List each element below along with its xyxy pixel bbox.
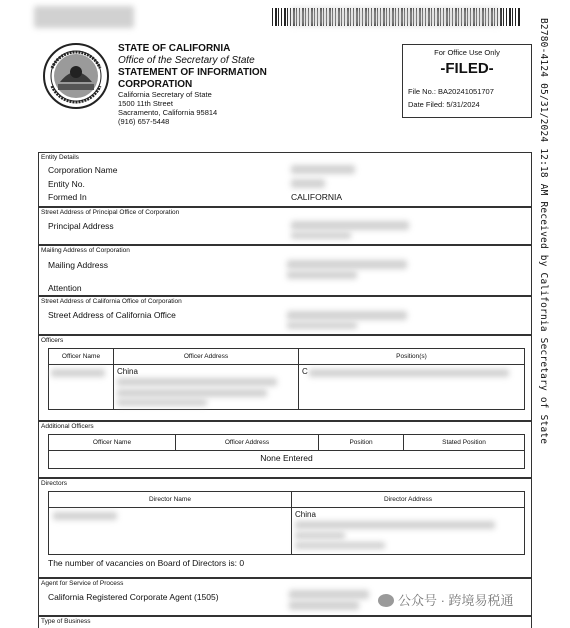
officer-address-cell bbox=[114, 365, 299, 410]
section-title: Street Address of California Office of Corporation bbox=[41, 298, 182, 305]
entity-number-label: Entity No. bbox=[48, 179, 85, 189]
section-title: Directors bbox=[41, 480, 68, 487]
redacted-mailing-1 bbox=[287, 260, 407, 269]
redacted-ca-office-1 bbox=[287, 311, 407, 320]
officer-name-cell bbox=[49, 365, 114, 410]
redacted-principal-1 bbox=[291, 221, 409, 230]
redacted-officer-address-3 bbox=[117, 399, 207, 406]
redacted-agent-1 bbox=[289, 590, 369, 599]
agent-label: California Registered Corporate Agent (1505) bbox=[48, 592, 219, 602]
ca-office-label: Street Address of California Office bbox=[48, 310, 176, 320]
section-title: Officers bbox=[41, 337, 64, 344]
redacted-barcode-overlay bbox=[290, 8, 500, 26]
vacancies-text: The number of vacancies on Board of Directors is: 0 bbox=[48, 558, 245, 568]
section-title: Additional Officers bbox=[41, 423, 94, 430]
none-entered: None Entered bbox=[49, 451, 525, 469]
redacted-entity-no bbox=[291, 179, 325, 188]
directors-section bbox=[38, 478, 532, 578]
formed-in-label: Formed In bbox=[48, 192, 87, 202]
table-header-row bbox=[49, 492, 525, 508]
address-line-3: Sacramento, California 95814 bbox=[118, 108, 218, 117]
redacted-officer-address-2 bbox=[117, 389, 267, 397]
principal-address-label: Principal Address bbox=[48, 221, 114, 231]
redacted-director-address-2 bbox=[295, 532, 345, 539]
redacted-ca-office-2 bbox=[287, 322, 357, 329]
date-filed: Date Filed: 5/31/2024 bbox=[408, 100, 480, 109]
column-header: Position(s) bbox=[299, 349, 525, 365]
column-header: Director Address bbox=[292, 492, 525, 508]
redacted-director-address-3 bbox=[295, 542, 385, 549]
column-header: Officer Name bbox=[49, 435, 176, 451]
phone: (916) 657-5448 bbox=[118, 117, 170, 126]
redacted-agent-2 bbox=[289, 601, 359, 610]
state-name: STATE OF CALIFORNIA bbox=[118, 43, 231, 54]
column-header: Stated Position bbox=[404, 435, 525, 451]
formed-in-value: CALIFORNIA bbox=[291, 192, 343, 202]
california-office-section bbox=[38, 296, 532, 335]
column-header: Position bbox=[319, 435, 404, 451]
additional-officers-table bbox=[48, 434, 525, 469]
office-name: Office of the Secretary of State bbox=[118, 55, 255, 66]
office-use-heading: For Office Use Only bbox=[434, 48, 500, 57]
table-header-row bbox=[49, 435, 525, 451]
state-seal-icon bbox=[42, 42, 110, 110]
column-header: Officer Name bbox=[49, 349, 114, 365]
file-number: File No.: BA20241051707 bbox=[408, 87, 494, 96]
officer-position-prefix: C bbox=[302, 367, 308, 376]
additional-officers-section bbox=[38, 421, 532, 478]
business-section bbox=[38, 616, 532, 628]
table-row bbox=[49, 508, 525, 555]
director-name-cell bbox=[49, 508, 292, 555]
officers-table bbox=[48, 348, 525, 410]
director-address-cell bbox=[292, 508, 525, 555]
office-use-box bbox=[402, 44, 532, 118]
section-title: Street Address of Principal Office of Corporation bbox=[41, 209, 180, 216]
side-stamp bbox=[538, 18, 561, 468]
watermark-text: 公众号 · 跨境易税通 bbox=[398, 593, 514, 608]
officer-position-cell bbox=[299, 365, 525, 410]
redacted-principal-2 bbox=[291, 232, 351, 239]
redacted-officer-position bbox=[309, 369, 509, 377]
table-row bbox=[49, 451, 525, 469]
redacted-officer-name bbox=[51, 369, 105, 377]
column-header: Director Name bbox=[49, 492, 292, 508]
attention-label: Attention bbox=[48, 283, 82, 293]
address-line-2: 1500 11th Street bbox=[118, 99, 173, 108]
mailing-address-label: Mailing Address bbox=[48, 260, 109, 270]
section-title: Mailing Address of Corporation bbox=[41, 247, 130, 254]
director-country: China bbox=[295, 510, 316, 519]
wechat-icon bbox=[378, 594, 394, 607]
directors-table bbox=[48, 491, 525, 555]
form-title: STATEMENT OF INFORMATION bbox=[118, 67, 267, 78]
entity-details-section bbox=[38, 152, 532, 207]
column-header: Officer Address bbox=[176, 435, 319, 451]
redacted-top-left bbox=[34, 6, 134, 28]
side-stamp-text: B2780-4124 05/31/2024 12:18 AM Received by California Secretary of State bbox=[538, 18, 549, 445]
section-title: Agent for Service of Process bbox=[41, 580, 124, 587]
corporation-name-label: Corporation Name bbox=[48, 165, 118, 175]
principal-office-section bbox=[38, 207, 532, 245]
filed-status: -FILED- bbox=[440, 60, 494, 77]
watermark bbox=[378, 590, 514, 609]
redacted-mailing-2 bbox=[287, 271, 357, 279]
redacted-officer-address-1 bbox=[117, 378, 277, 386]
address-line-1: California Secretary of State bbox=[118, 90, 212, 99]
redacted-director-name bbox=[53, 512, 117, 520]
section-title: Entity Details bbox=[41, 154, 79, 161]
mailing-address-section bbox=[38, 245, 532, 296]
redacted-director-address-1 bbox=[295, 521, 495, 529]
table-row bbox=[49, 365, 525, 410]
redacted-corp-name bbox=[291, 165, 355, 174]
form-title-2: CORPORATION bbox=[118, 79, 193, 90]
column-header: Officer Address bbox=[114, 349, 299, 365]
officer-country: China bbox=[117, 367, 138, 376]
officers-section bbox=[38, 335, 532, 421]
table-header-row bbox=[49, 349, 525, 365]
section-title: Type of Business bbox=[41, 618, 91, 625]
